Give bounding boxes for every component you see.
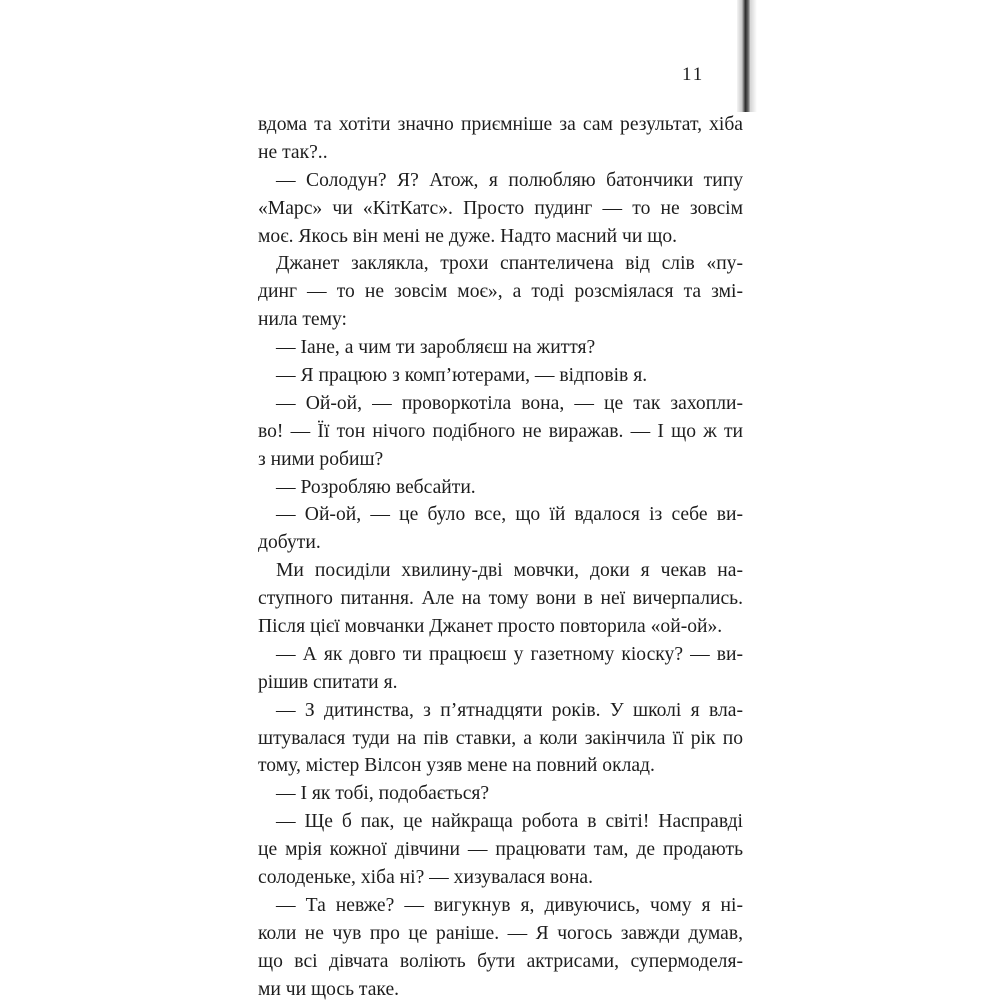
text-line: коли не чув про це раніше. — Я чогось завжди думав, (258, 922, 743, 944)
text-line: вдома та хотіти значно приємніше за сам результат, хіба (258, 114, 743, 135)
text-line: ступного питання. Але на тому вони в неї вичерпались. (258, 588, 743, 610)
text-line: — Ой-ой, — це було все, що їй вдалося із себе ви- (276, 504, 743, 526)
text-line: Ми посиділи хвилину-дві мовчки, доки я чекав на- (276, 560, 743, 582)
page-edge-shadow (737, 0, 751, 112)
text-line: з ними робиш? (258, 448, 384, 470)
text-line: — Я працюю з комп’ютерами, — відповів я. (276, 365, 648, 387)
page-edge-gradient (751, 0, 757, 112)
text-line: динг — то не зовсім моє», а тоді розсміялася та змі- (258, 281, 743, 303)
text-line: «Марс» чи «КітКатс». Просто пудинг — то не зовсім (258, 197, 743, 219)
text-line: — Ой-ой, — проворкотіла вона, — це так захопли- (276, 392, 743, 414)
text-line: — З дитинства, з п’ятнадцяти років. У школі я вла- (276, 699, 743, 721)
text-line: нила тему: (258, 309, 347, 331)
text-line: тому, містер Вілсон узяв мене на повний оклад. (258, 755, 655, 777)
text-line: не так?.. (258, 141, 328, 163)
text-line: во! — Її тон нічого подібного не виражав. — І що ж ти (258, 420, 743, 442)
text-line: — Іане, а чим ти заробляєш на життя? (276, 337, 596, 359)
text-line: — Солодун? Я? Атож, я полюбляю батончики типу (276, 169, 743, 191)
text-line: це мрія кожної дівчини — працювати там, де продають (258, 839, 743, 861)
text-line: — І як тобі, подобається? (276, 783, 490, 805)
text-line: Після цієї мовчанки Джанет просто повторила «ой-ой». (258, 616, 723, 638)
text-line: — Розробляю вебсайти. (276, 476, 476, 498)
text-line: — Ще б пак, це найкраща робота в світі! Насправді (276, 811, 743, 833)
text-line: — Та невже? — вигукнув я, дивуючись, чому я ні- (276, 894, 743, 916)
text-line: моє. Якось він мені не дуже. Надто масний чи що. (258, 225, 678, 247)
text-line: що всі дівчата воліють бути актрисами, супермоделя- (258, 950, 743, 972)
text-line: штувалася туди на пів ставки, а коли закінчила її рік по (258, 727, 743, 749)
page-number: 11 (682, 64, 705, 85)
text-line: рішив спитати я. (258, 671, 398, 693)
text-line: Джанет заклякла, трохи спантеличена від слів «пу- (276, 253, 743, 275)
text-line: добути. (258, 532, 321, 554)
text-line: ми чи щось таке. (258, 978, 400, 1000)
text-line: — А як довго ти працюєш у газетному кіоску? — ви- (276, 643, 743, 665)
body-text (258, 111, 743, 1000)
text-line: солоденьке, хіба ні? — хизувалася вона. (258, 867, 594, 889)
